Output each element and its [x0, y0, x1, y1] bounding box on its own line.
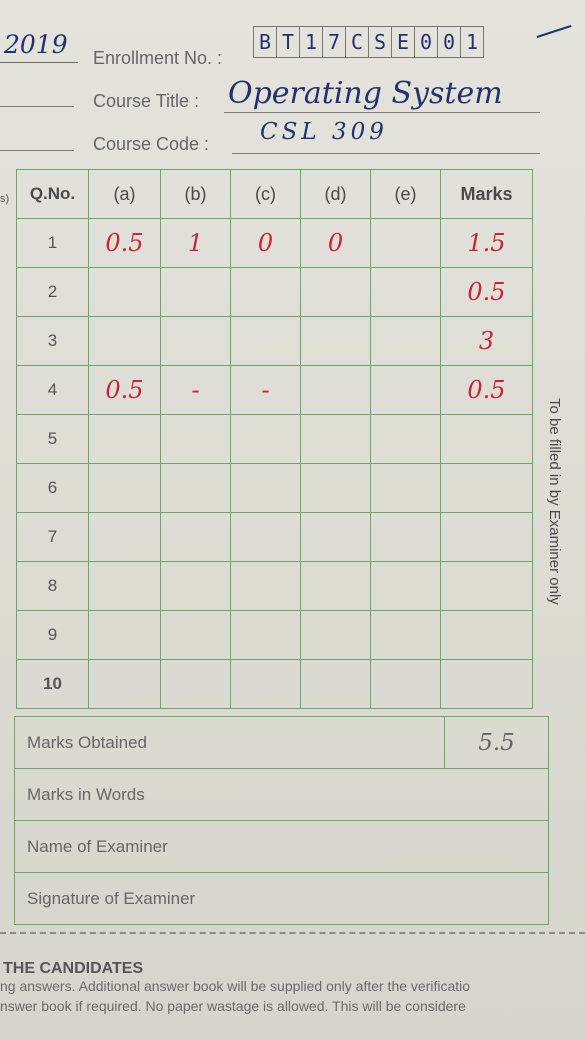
mark-cell: 0 [301, 219, 371, 268]
mark-cell [161, 464, 231, 513]
enrollment-char: 1 [300, 27, 323, 57]
mark-cell [231, 611, 301, 660]
examiner-name-label: Name of Examiner [15, 821, 549, 873]
mark-cell [89, 415, 161, 464]
question-number: 1 [17, 219, 89, 268]
mark-cell [371, 366, 441, 415]
table-row [17, 660, 533, 709]
mark-cell [371, 660, 441, 709]
column-header: (e) [371, 170, 441, 219]
mark-cell [161, 562, 231, 611]
mark-cell [231, 317, 301, 366]
table-row [17, 366, 533, 415]
mark-cell: 0.5 [89, 219, 161, 268]
table-row [17, 219, 533, 268]
table-row [17, 268, 533, 317]
table-row [17, 562, 533, 611]
mark-cell [89, 513, 161, 562]
mark-cell [301, 513, 371, 562]
course-code-value: CSL 309 [260, 119, 388, 145]
question-number: 2 [17, 268, 89, 317]
mark-cell [371, 464, 441, 513]
mark-cell [371, 562, 441, 611]
mark-cell [231, 464, 301, 513]
mark-cell [161, 660, 231, 709]
examiner-signature-row [15, 873, 549, 925]
examiner-signature-label: Signature of Examiner [15, 873, 549, 925]
dashed-separator [0, 932, 585, 934]
mark-cell [89, 611, 161, 660]
course-code-underline [232, 153, 540, 154]
mark-cell [89, 317, 161, 366]
mark-cell [231, 415, 301, 464]
enrollment-char: 1 [465, 30, 479, 54]
row-total: 1.5 [441, 219, 533, 268]
marks-table [16, 169, 533, 709]
column-header: Marks [441, 170, 533, 219]
enrollment-char: T [277, 27, 300, 57]
mark-cell [231, 513, 301, 562]
enrollment-char: 0 [438, 27, 461, 57]
left-edge-text: s) [0, 193, 10, 205]
marks-in-words-label: Marks in Words [15, 769, 549, 821]
mark-cell [231, 268, 301, 317]
mark-cell [371, 268, 441, 317]
question-number: 6 [17, 464, 89, 513]
divider-line [0, 106, 74, 107]
row-total [441, 513, 533, 562]
mark-cell [231, 660, 301, 709]
mark-cell [161, 268, 231, 317]
mark-cell [301, 317, 371, 366]
row-total [441, 562, 533, 611]
table-header-row [17, 170, 533, 219]
summary-table [14, 716, 549, 925]
tick-mark [537, 25, 572, 38]
row-total [441, 415, 533, 464]
mark-cell [161, 611, 231, 660]
mark-cell: 1 [161, 219, 231, 268]
year-underline [0, 62, 78, 63]
candidates-heading: THE CANDIDATES [3, 960, 144, 977]
mark-cell: 0 [231, 219, 301, 268]
table-row [17, 464, 533, 513]
enrollment-char: E [392, 27, 415, 57]
mark-cell [301, 366, 371, 415]
mark-cell [301, 660, 371, 709]
marks-obtained-row [15, 717, 549, 769]
course-code-label: Course Code : [93, 134, 210, 154]
enrollment-char: 7 [323, 27, 346, 57]
course-title-underline [224, 112, 540, 113]
mark-cell [371, 219, 441, 268]
examiner-only-note: To be filled in by Examiner only [546, 398, 563, 605]
column-header: (a) [89, 170, 161, 219]
mark-cell [301, 415, 371, 464]
column-header: (d) [301, 170, 371, 219]
mark-cell [371, 513, 441, 562]
question-number: 5 [17, 415, 89, 464]
mark-cell [89, 562, 161, 611]
candidate-instructions [0, 976, 585, 1016]
question-number: 7 [17, 513, 89, 562]
row-total: 0.5 [441, 366, 533, 415]
instruction-line: ng answers. Additional answer book will be supplied only after the verificatio [0, 978, 471, 994]
question-number: 4 [17, 366, 89, 415]
enrollment-char: 0 [415, 27, 438, 57]
mark-cell [161, 415, 231, 464]
mark-cell: - [231, 366, 301, 415]
enrollment-char: C [346, 27, 369, 57]
course-title-value: Operating System [228, 76, 503, 111]
mark-cell [301, 268, 371, 317]
table-row [17, 317, 533, 366]
table-row [17, 611, 533, 660]
column-header: (b) [161, 170, 231, 219]
marks-obtained-value: 5.5 [445, 717, 549, 769]
enrollment-label: Enrollment No. : [93, 48, 223, 68]
course-title-label: Course Title : [93, 91, 200, 111]
year: 2019 [4, 30, 68, 59]
question-number: 3 [17, 317, 89, 366]
examiner-name-row [15, 821, 549, 873]
table-row [17, 513, 533, 562]
mark-cell [89, 660, 161, 709]
mark-cell [301, 562, 371, 611]
table-row [17, 415, 533, 464]
mark-cell [371, 415, 441, 464]
column-header: (c) [231, 170, 301, 219]
instruction-line: nswer book if required. No paper wastage is allowed. This will be considere [0, 998, 466, 1014]
mark-cell [161, 513, 231, 562]
mark-cell [161, 317, 231, 366]
question-number: 9 [17, 611, 89, 660]
row-total [441, 660, 533, 709]
row-total: 0.5 [441, 268, 533, 317]
marks-obtained-label: Marks Obtained [15, 717, 445, 769]
mark-cell [89, 268, 161, 317]
enrollment-boxes [253, 26, 484, 58]
row-total [441, 464, 533, 513]
row-total: 3 [441, 317, 533, 366]
mark-cell [371, 611, 441, 660]
mark-cell [89, 464, 161, 513]
marks-in-words-row [15, 769, 549, 821]
mark-cell [371, 317, 441, 366]
enrollment-char: B [254, 27, 277, 57]
mark-cell [301, 464, 371, 513]
row-total [441, 611, 533, 660]
divider-line [0, 150, 74, 151]
mark-cell [301, 611, 371, 660]
enrollment-char: S [369, 27, 392, 57]
column-header: Q.No. [17, 170, 89, 219]
question-number: 8 [17, 562, 89, 611]
question-number: 10 [17, 660, 89, 709]
mark-cell: 0.5 [89, 366, 161, 415]
mark-cell: - [161, 366, 231, 415]
mark-cell [231, 562, 301, 611]
